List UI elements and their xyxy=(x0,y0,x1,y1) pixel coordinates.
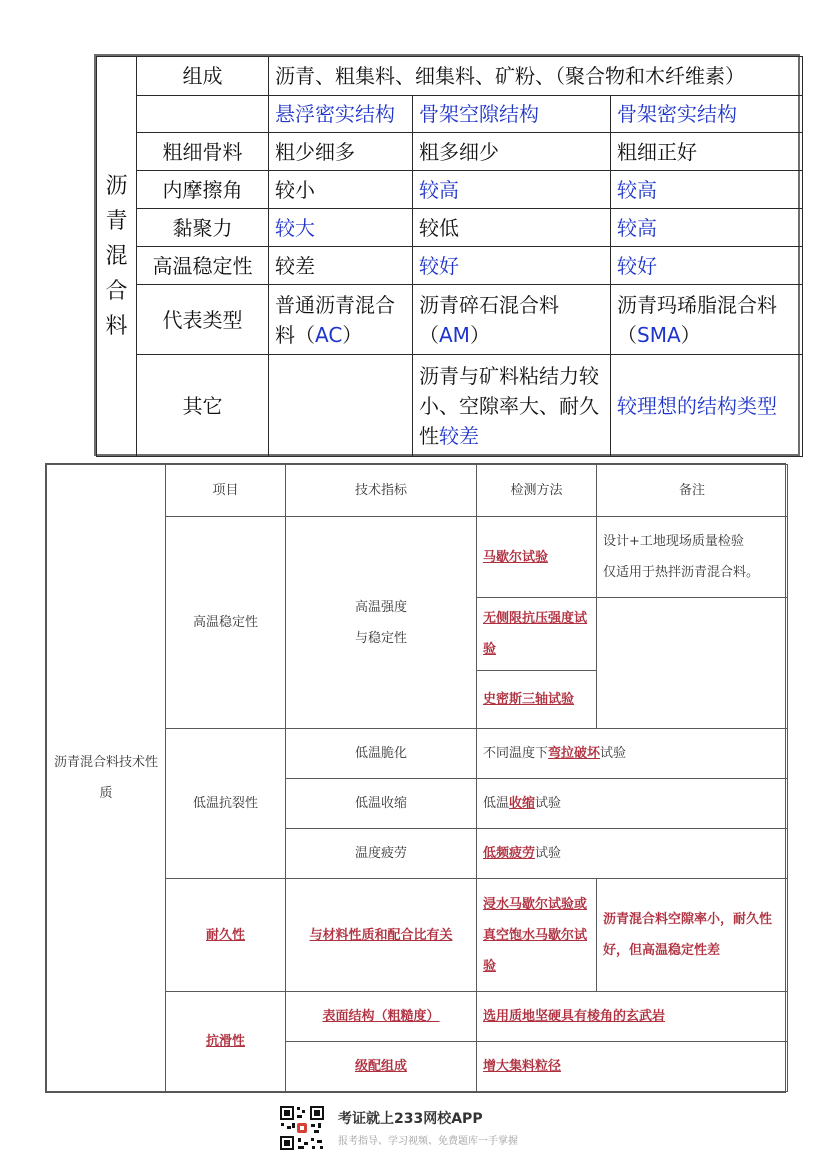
asphalt-structure-table xyxy=(94,54,800,456)
index-low-temp-shrink: 低温收缩 xyxy=(286,779,477,829)
cell-high-temp-c3: 较好 xyxy=(611,247,803,285)
method-marshall: 马歇尔试验 xyxy=(477,517,597,598)
cell-other-c3: 较理想的结构类型 xyxy=(611,355,803,457)
cell-friction-c2: 较高 xyxy=(413,171,611,209)
row-label-cohesion: 黏聚力 xyxy=(137,209,269,247)
header-item: 项目 xyxy=(166,465,286,517)
method-skid-surface: 选用质地坚硬具有棱角的玄武岩 xyxy=(477,992,788,1042)
cell-high-temp-c2: 较好 xyxy=(413,247,611,285)
cell-aggregate-c1: 粗少细多 xyxy=(269,133,413,171)
header-suspended-dense: 悬浮密实结构 xyxy=(269,96,413,133)
note-high-temp-empty xyxy=(597,598,788,729)
cell-cohesion-c3: 较高 xyxy=(611,209,803,247)
item-low-temp: 低温抗裂性 xyxy=(166,729,286,879)
item-durability: 耐久性 xyxy=(166,879,286,992)
cell-type-c1: 普通沥青混合料（AC） xyxy=(269,285,413,355)
item-skid: 抗滑性 xyxy=(166,992,286,1092)
row-label-type: 代表类型 xyxy=(137,285,269,355)
table2-side-label: 沥青混合料技术性质 xyxy=(47,465,166,1092)
method-smith-triaxial: 史密斯三轴试验 xyxy=(477,671,597,729)
footer-subtitle: 报考指导、学习视频、免费题库一手掌握 xyxy=(338,1136,518,1147)
header-method: 检测方法 xyxy=(477,465,597,517)
cell-friction-c3: 较高 xyxy=(611,171,803,209)
asphalt-properties-table-grid xyxy=(46,464,788,1092)
header-skeleton-dense: 骨架密实结构 xyxy=(611,96,803,133)
method-low-temp-fatigue: 低频疲劳试验 xyxy=(477,829,788,879)
cell-cohesion-c1: 较大 xyxy=(269,209,413,247)
asphalt-properties-table xyxy=(45,463,786,1093)
method-low-temp-brittle: 不同温度下弯拉破坏试验 xyxy=(477,729,788,779)
header-index: 技术指标 xyxy=(286,465,477,517)
header-skeleton-void: 骨架空隙结构 xyxy=(413,96,611,133)
index-high-temp: 高温强度 与稳定性 xyxy=(286,517,477,729)
composition-label: 组成 xyxy=(137,57,269,96)
note-durability: 沥青混合料空隙率小，耐久性好，但高温稳定性差 xyxy=(597,879,788,992)
footer-brand xyxy=(278,1104,578,1152)
index-skid-surface: 表面结构（粗糙度） xyxy=(286,992,477,1042)
qr-code-icon[interactable] xyxy=(278,1104,326,1152)
note-high-temp: 设计+工地现场质量检验 仅适用于热拌沥青混合料。 xyxy=(597,517,788,598)
method-low-temp-shrink: 低温收缩试验 xyxy=(477,779,788,829)
row-label-other: 其它 xyxy=(137,355,269,457)
header-note: 备注 xyxy=(597,465,788,517)
cell-friction-c1: 较小 xyxy=(269,171,413,209)
cell-other-c1 xyxy=(269,355,413,457)
cell-aggregate-c3: 粗细正好 xyxy=(611,133,803,171)
header-empty xyxy=(137,96,269,133)
cell-aggregate-c2: 粗多细少 xyxy=(413,133,611,171)
method-durability: 浸水马歇尔试验或真空饱水马歇尔试验 xyxy=(477,879,597,992)
composition-value: 沥青、粗集料、细集料、矿粉、（聚合物和木纤维素） xyxy=(269,57,803,96)
row-label-aggregate: 粗细骨料 xyxy=(137,133,269,171)
item-high-temp: 高温稳定性 xyxy=(166,517,286,729)
index-durability: 与材料性质和配合比有关 xyxy=(286,879,477,992)
index-low-temp-fatigue: 温度疲劳 xyxy=(286,829,477,879)
cell-type-c3: 沥青玛琋脂混合料（SMA） xyxy=(611,285,803,355)
row-label-friction: 内摩擦角 xyxy=(137,171,269,209)
cell-high-temp-c1: 较差 xyxy=(269,247,413,285)
footer-title: 考证就上233网校APP xyxy=(338,1111,483,1127)
index-low-temp-brittle: 低温脆化 xyxy=(286,729,477,779)
table1-side-label: 沥 青 混 合 料 xyxy=(97,57,137,457)
index-skid-grading: 级配组成 xyxy=(286,1042,477,1092)
cell-cohesion-c2: 较低 xyxy=(413,209,611,247)
cell-type-c2: 沥青碎石混合料（AM） xyxy=(413,285,611,355)
method-unconfined: 无侧限抗压强度试验 xyxy=(477,598,597,671)
method-skid-grading: 增大集料粒径 xyxy=(477,1042,788,1092)
cell-other-c2: 沥青与矿料粘结力较小、空隙率大、耐久性较差 xyxy=(413,355,611,457)
row-label-high-temp: 高温稳定性 xyxy=(137,247,269,285)
asphalt-structure-table-grid xyxy=(96,56,803,457)
